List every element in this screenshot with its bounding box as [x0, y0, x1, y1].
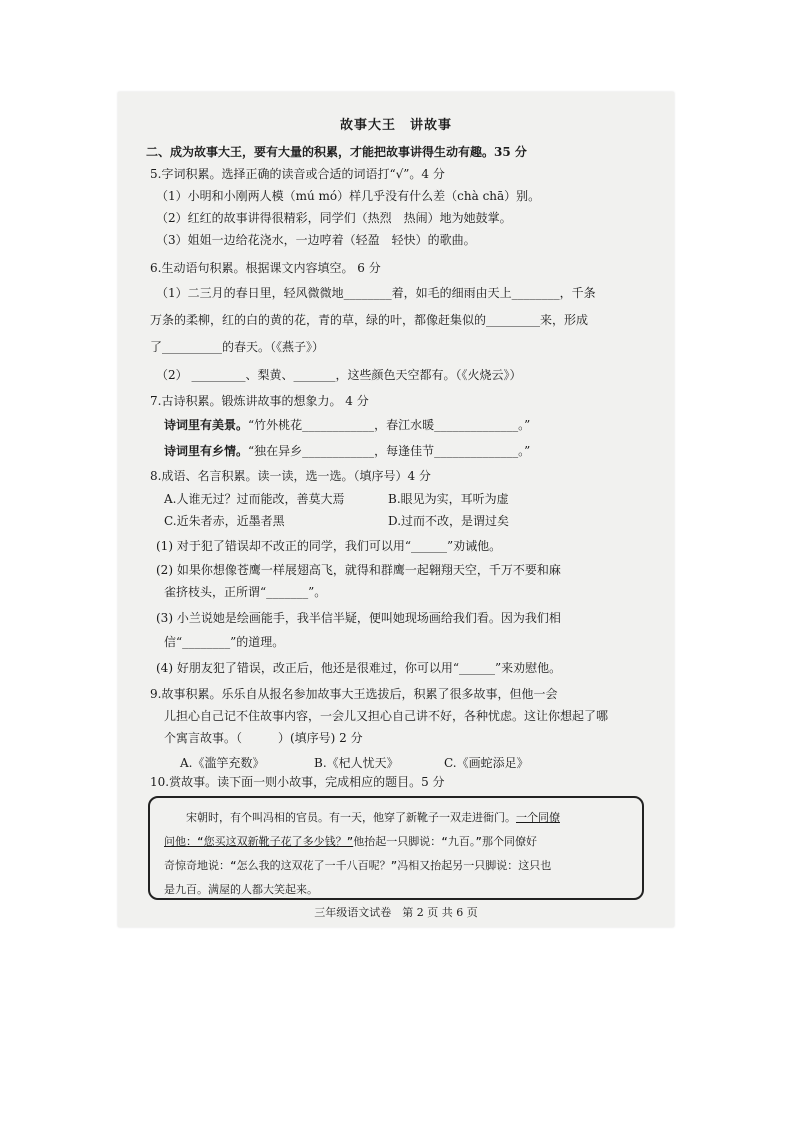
q6-stem: 6.生动语句积累。根据课文内容填空。 6 分 — [150, 261, 381, 275]
q9-line-3: 个寓言故事。（ ）(填序号) 2 分 — [164, 731, 363, 745]
story-box — [148, 796, 644, 900]
q8-item-2: (2) 如果你想像苍鹰一样展翅高飞，就得和群鹰一起翱翔天空，千万不要和麻 — [156, 563, 561, 577]
q7-line-1 — [164, 417, 530, 433]
q10-stem: 10.赏故事。读下面一则小故事，完成相应的题目。5 分 — [150, 775, 445, 789]
title-left: 故事大王 — [339, 118, 396, 133]
story-line-2: 问他：“您买这双新靴子花了多少钱？”他抬起一只脚说：“九百。”那个同僚好 — [164, 835, 537, 848]
q7-line-2 — [164, 443, 530, 459]
q6-line-4: （2） _________、梨黄、_______，这些颜色天空都有。（《火烧云》） — [156, 368, 522, 382]
story-line-1: 宋朝时，有个叫冯相的官员。有一天，他穿了新靴子一双走进衙门。一个同僚 — [164, 811, 560, 824]
q6-line-1: （1）二三月的春日里，轻风微微地________着，如毛的细雨由天上________，千条 — [156, 286, 596, 300]
q8-option-b: B.眼见为实，耳听为虚 — [388, 492, 509, 506]
q7-line-1-text: “竹外桃花____________，春江水暖______________。” — [248, 418, 531, 432]
q8-item-3: (3) 小兰说她是绘画能手，我半信半疑，便叫她现场画给我们看。因为我们相 — [156, 611, 561, 625]
story-line-3: 奇惊奇地说：“怎么我的这双花了一千八百呢？”冯相又抬起另一只脚说：这只也 — [164, 859, 552, 872]
q5-item-1: （1）小明和小刚两人模（mú mó）样几乎没有什么差（chà chā）别。 — [156, 189, 541, 203]
q8-option-a: A.人谁无过？过而能改，善莫大焉 — [164, 492, 345, 506]
q7-line-1-label: 诗词里有美景。 — [164, 418, 249, 432]
q5-stem: 5.字词积累。选择正确的读音或合适的词语打“√”。4 分 — [150, 167, 445, 181]
page-footer: 三年级语文试卷 第 2 页 共 6 页 — [314, 906, 478, 919]
q6-line-3: 了__________的春天。（《燕子》） — [150, 340, 325, 354]
q5-item-2: （2）红红的故事讲得很精彩，同学们（热烈 热闹）地为她鼓掌。 — [156, 211, 512, 225]
q8-item-4: (4) 好朋友犯了错误，改正后，他还是很难过，你可以用“______”来劝慰他。 — [156, 661, 562, 675]
page-title — [118, 114, 674, 133]
q7-line-2-text: “独在异乡____________，每逢佳节______________。” — [248, 444, 531, 458]
q9-option-b: B.《杞人忧天》 — [314, 756, 399, 770]
story-line-4: 是九百。满屋的人都大笑起来。 — [164, 883, 318, 896]
q6-line-2: 万条的柔柳，红的白的黄的花，青的草，绿的叶，都像赶集似的_________来，形成 — [150, 313, 589, 327]
story-underline-1: 一个同僚 — [516, 811, 560, 824]
q8-stem: 8.成语、名言积累。读一读，选一选。（填序号）4 分 — [150, 469, 431, 483]
story-underline-2: 问他：“您买这双新靴子花了多少钱？” — [164, 835, 354, 848]
q8-option-d: D.过而不改，是谓过矣 — [388, 514, 510, 528]
q8-option-c: C.近朱者赤，近墨者黑 — [164, 514, 285, 528]
section-heading: 二、成为故事大王，要有大量的积累，才能把故事讲得生动有趣。35 分 — [146, 145, 527, 159]
q7-line-2-label: 诗词里有乡情。 — [164, 444, 249, 458]
title-right: 讲故事 — [410, 118, 453, 133]
q7-stem: 7.古诗积累。锻炼讲故事的想象力。 4 分 — [150, 394, 369, 408]
q8-item-1: (1) 对于犯了错误却不改正的同学，我们可以用“______”劝诫他。 — [156, 539, 502, 553]
q8-item-3-cont: 信“________”的道理。 — [164, 635, 285, 649]
q5-item-3: （3）姐姐一边给花浇水，一边哼着（轻盈 轻快）的歌曲。 — [156, 233, 476, 247]
exam-page — [118, 92, 674, 927]
q8-item-2-cont: 雀挤枝头，正所谓“_______”。 — [164, 585, 327, 599]
q9-option-a: A.《滥竽充数》 — [180, 756, 265, 770]
q9-option-c: C.《画蛇添足》 — [444, 756, 529, 770]
q9-line-1: 9.故事积累。乐乐自从报名参加故事大王选拔后，积累了很多故事，但他一会 — [150, 687, 558, 701]
q9-line-2: 儿担心自己记不住故事内容，一会儿又担心自己讲不好，各种忧虑。这让你想起了哪 — [164, 709, 609, 723]
